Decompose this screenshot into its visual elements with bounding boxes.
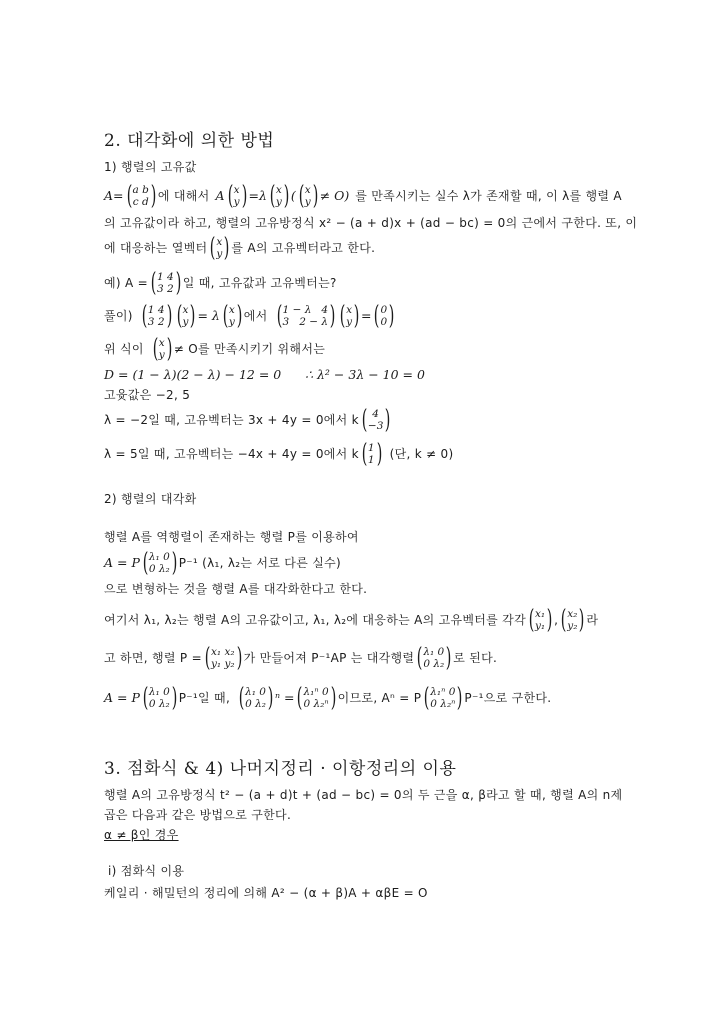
matrix-diag-lambda: ( λ₁ 0 0 λ₂ ) <box>142 683 178 713</box>
vector-xy: ( x y ) <box>152 334 173 364</box>
vector-xy: ( x y ) <box>339 301 360 331</box>
section-2-heading: 2. 대각화에 의한 방법 <box>104 131 275 151</box>
matrix-diag-lambda-n: ( λ₁ⁿ 0 0 λ₂ⁿ ) <box>297 683 337 713</box>
vector-xy: ( x y ) <box>227 181 247 211</box>
diag-line-2: A = P ( λ₁ 0 0 λ₂ ) P⁻¹ (λ₁, λ₂는 서로 다른 실수) <box>104 548 341 578</box>
matrix-diag-lambda: ( λ₁ 0 0 λ₂ ) <box>142 548 178 578</box>
vector-xy: ( x y ) <box>298 181 319 211</box>
matrix-diag-lambda: ( λ₁ 0 0 λ₂ ) <box>417 643 452 673</box>
matrix-P: ( x₁ x₂ y₁ y₂ ) <box>204 643 242 673</box>
vector-xy: ( x y ) <box>222 301 243 331</box>
matrix-abcd: ( a b c d ) <box>126 181 157 211</box>
sub-i-heading: i) 점화식 이용 <box>108 864 185 878</box>
section-3-heading: 3. 점화식 & 4) 나머지정리 · 이항정리의 이용 <box>104 759 457 779</box>
matrix-1432: ( 1 4 3 2 ) <box>150 268 182 298</box>
subheading-eigenvalue: 1) 행렬의 고유값 <box>104 160 197 174</box>
vector-x2y2: ( x₂ y₂ ) <box>561 605 585 635</box>
diag-line-1: 행렬 A를 역행렬이 존재하는 행렬 P를 이용하여 <box>104 530 359 544</box>
case-heading: α ≠ β인 경우 <box>104 828 179 842</box>
vector-xy: ( x y ) <box>210 233 230 263</box>
matrix-diag-lambda-n: ( λ₁ⁿ 0 0 λ₂ⁿ ) <box>424 683 463 713</box>
matrix-lambda: ( 1 − λ 4 3 2 − λ ) <box>276 301 336 331</box>
solution-line: 풀이) ( 1 4 3 2 ) ( x y ) = λ ( x y ) 에서 ( 1 − λ 4 3 2 − λ ) ( x y ) = ( 0 0 ) <box>104 301 395 331</box>
vector-zero: ( 0 0 ) <box>374 301 395 331</box>
vector-1-1: ( 1 1 ) <box>361 439 382 469</box>
section-3-line-1: 행렬 A의 고유방정식 t² − (a + d)t + (ad − bc) = 0의 두 근을 α, β라고 할 때, 행렬 A의 n제 <box>104 788 623 802</box>
eigenvector-2-line: λ = 5일 때, 고유벡터는 −4x + 4y = 0에서 k ( 1 1 ) (단, k ≠ 0) <box>104 439 454 469</box>
diag-line-5: 고 하면, 행렬 P = ( x₁ x₂ y₁ y₂ ) 가 만들어져 P⁻¹AP 는 대각행렬 ( λ₁ 0 0 λ₂ ) 로 된다. <box>104 643 498 673</box>
matrix-1432: ( 1 4 3 2 ) <box>141 301 172 331</box>
vector-4-neg3: ( 4 −3 ) <box>361 405 391 435</box>
cayley-hamilton-line: 케일리 · 해밀턴의 정리에 의해 A² − (α + β)A + αβE = O <box>104 886 428 900</box>
vector-xy: ( x y ) <box>269 181 290 211</box>
vector-x1y1: ( x₁ y₁ ) <box>528 605 553 635</box>
matrix-diag-lambda: ( λ₁ 0 0 λ₂ ) <box>238 683 274 713</box>
example-line: 예) A = ( 1 4 3 2 ) 일 때, 고유값과 고유벡터는? <box>104 268 337 298</box>
determinant-line: D = (1 − λ)(2 − λ) − 12 = 0 ∴ λ² − 3λ − 10 = 0 <box>104 367 425 382</box>
definition-line-1: A= ( a b c d ) 에 대해서 A ( x y ) =λ ( x y ) ( ( x y ) ≠ O ) 를 만족시키는 실수 λ가 존재할 때, 이 λ를 행렬 A <box>104 181 622 211</box>
diag-line-6: A = P ( λ₁ 0 0 λ₂ ) P⁻¹일 때, ( λ₁ 0 0 λ₂ ) ⁿ = ( λ₁ⁿ 0 0 λ₂ⁿ ) 이므로, Aⁿ = P ( λ₁ⁿ 0 0 λ₂ⁿ ) P⁻¹으로 구한다. <box>104 683 552 713</box>
condition-line: 위 식이 ( x y ) ≠ O를 만족시키기 위해서는 <box>104 334 326 364</box>
definition-line-2: 의 고유값이라 하고, 행렬의 고유방정식 x² − (a + d)x + (ad − bc) = 0의 근에서 구한다. 또, 이 <box>104 216 638 230</box>
eigenvector-1-line: λ = −2일 때, 고유벡터는 3x + 4y = 0에서 k ( 4 −3 ) <box>104 405 391 435</box>
diag-line-3: 으로 변형하는 것을 행렬 A를 대각화한다고 한다. <box>104 582 368 596</box>
vector-xy: ( x y ) <box>176 301 196 331</box>
eigenvalues-line: 고윳값은 −2, 5 <box>104 388 191 402</box>
diag-line-4: 여기서 λ₁, λ₂는 행렬 A의 고유값이고, λ₁, λ₂에 대응하는 A의 고유벡터를 각각 ( x₁ y₁ ) , ( x₂ y₂ ) 라 <box>104 605 599 635</box>
subheading-diagonalization: 2) 행렬의 대각화 <box>104 492 197 506</box>
definition-line-3: 에 대응하는 열벡터 ( x y ) 를 A의 고유벡터라고 한다. <box>104 233 376 263</box>
section-3-line-2: 곱은 다음과 같은 방법으로 구한다. <box>104 808 292 822</box>
